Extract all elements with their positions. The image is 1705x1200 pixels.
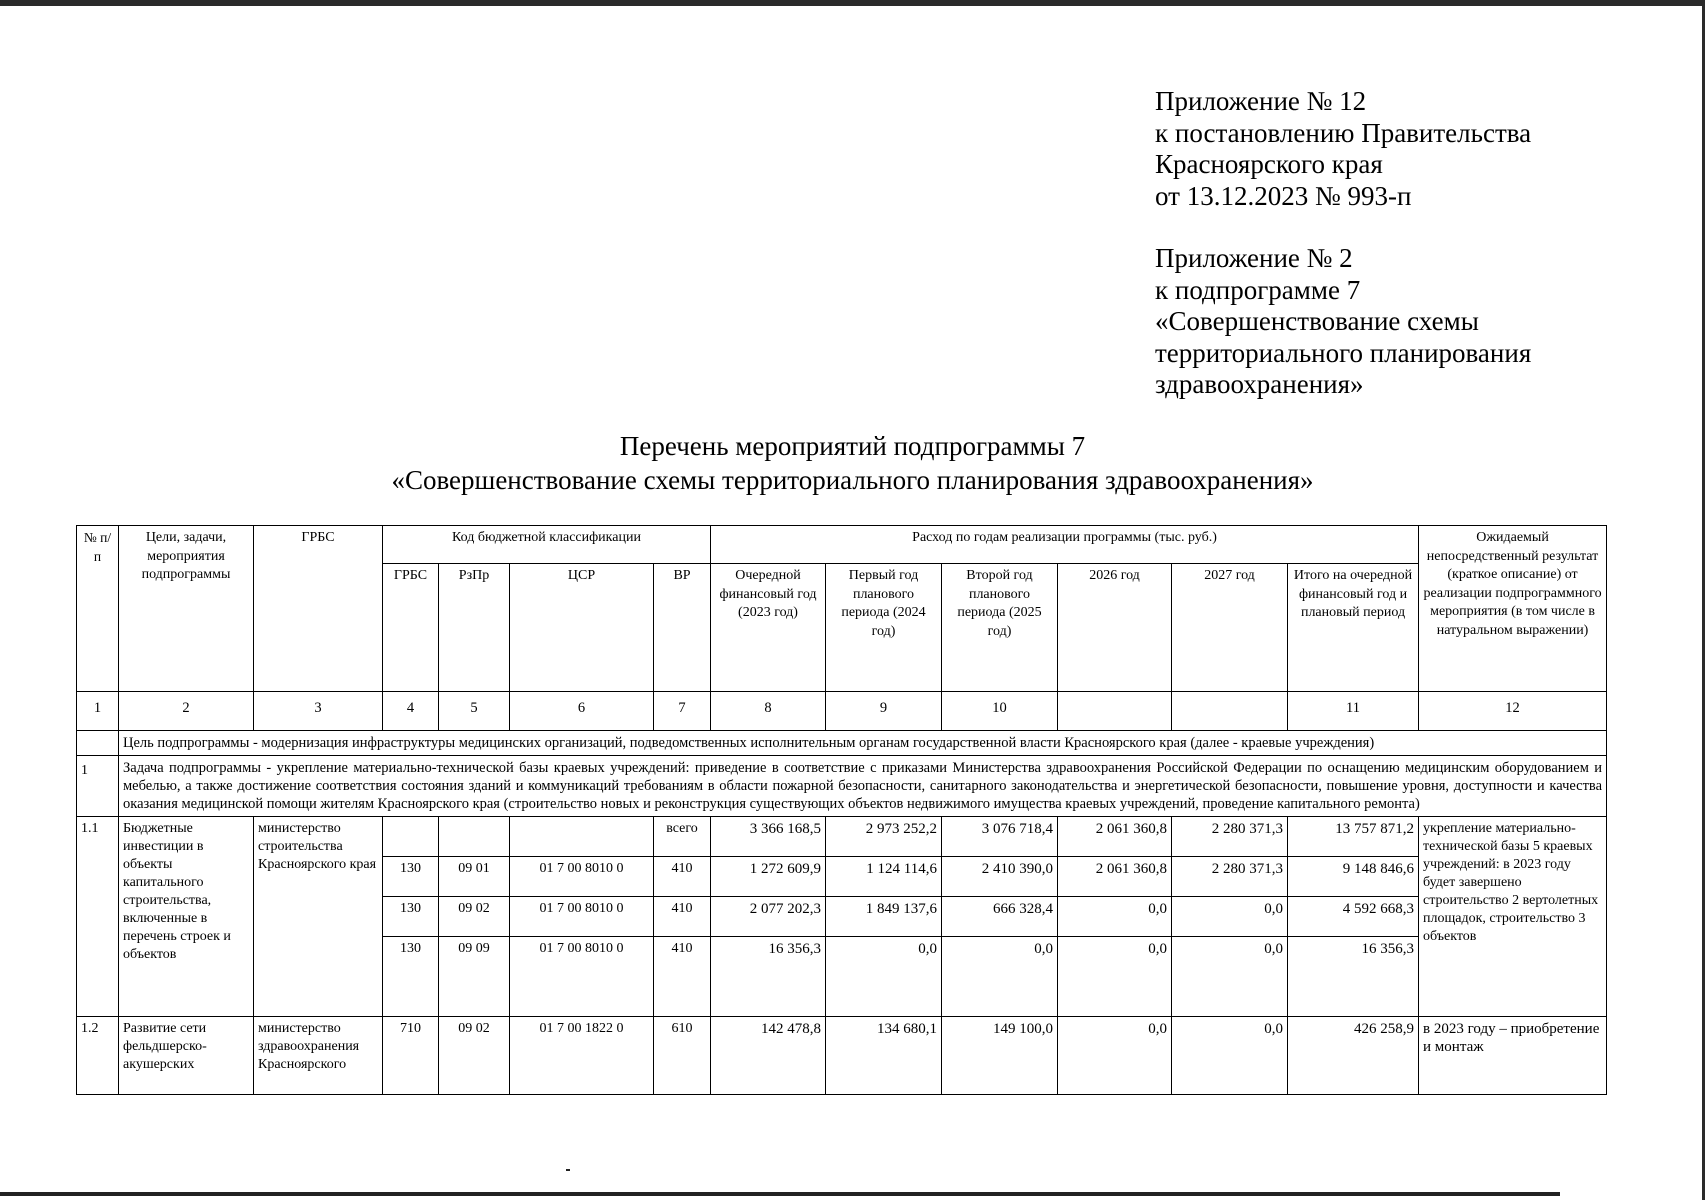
header-no: № п/п [77,526,119,692]
value-2024: 1 124 114,6 [826,857,942,897]
value-2027: 0,0 [1172,937,1288,1017]
title-line: Перечень мероприятий подпрограммы 7 [619,431,1086,461]
column-number [1058,692,1172,731]
header-total: Итого на очередной финансовый год и плановый период [1288,564,1419,692]
column-number: 5 [439,692,510,731]
value-2026: 2 061 360,8 [1058,817,1172,857]
value-2026: 0,0 [1058,1017,1172,1095]
header-code-grbs: ГРБС [383,564,439,692]
column-number: 7 [654,692,711,731]
header-grbs: ГРБС [254,526,383,692]
header-budget-code: Код бюджетной классификации [383,526,711,564]
item-1-2-row [77,1017,1607,1095]
goal-row [77,731,1607,756]
title-line: «Совершенствование схемы территориального планирования здравоохранения» [391,465,1314,495]
activities-table [76,525,1607,1095]
code-grbs: 130 [383,937,439,1017]
header-year-2026: 2026 год [1058,564,1172,692]
scan-mark [566,1169,570,1171]
header-code-vr: ВР [654,564,711,692]
code-csr: 01 7 00 8010 0 [510,897,654,937]
header-year-2025: Второй год планового периода (2025 год) [942,564,1058,692]
code-grbs: 130 [383,857,439,897]
code-rzpr [439,817,510,857]
header-code-rzpr: РзПр [439,564,510,692]
document-title [0,429,1705,497]
code-grbs: 130 [383,897,439,937]
header-result: Ожидаемый непосредственный результат (краткое описание) от реализации подпрограммного мероприятия (в том числе в натуральном выражении) [1419,526,1607,692]
item-1-2-no: 1.2 [77,1017,119,1095]
value-2023: 3 366 168,5 [711,817,826,857]
task-text: Задача подпрограммы - укрепление материально-технической базы краевых учреждений: приведение в соответствие с приказами Министерства здравоохранения Российской Федерации по оснащению медицинским оборудованием и мебелью, а также достижение соответствия состояния зданий и коммуникаций требованиям в области пожарной безопасности, санитарного законодательства и энергетической безопасности, повышение уровня, доступности и качества оказания медицинской помощи жителям Красноярского края (строительство новых и реконструкция существующих объектов недвижимого имущества краевых учреждений, проведение капитального ремонта) [119,756,1607,817]
column-number: 4 [383,692,439,731]
value-total: 13 757 871,2 [1288,817,1419,857]
value-2025: 2 410 390,0 [942,857,1058,897]
header-year-2027: 2027 год [1172,564,1288,692]
item-1-1-row-total [77,817,1607,857]
appendix-2-line: территориального планирования [1155,337,1532,368]
code-rzpr: 09 02 [439,897,510,937]
task-row [77,756,1607,817]
value-total: 4 592 668,3 [1288,897,1419,937]
appendix-12-line: от 13.12.2023 № 993-п [1155,180,1412,211]
code-rzpr: 09 02 [439,1017,510,1095]
value-2027: 2 280 371,3 [1172,817,1288,857]
value-2023: 16 356,3 [711,937,826,1017]
column-number: 10 [942,692,1058,731]
header-year-2023: Очередной финансовый год (2023 год) [711,564,826,692]
code-grbs: 710 [383,1017,439,1095]
code-csr [510,817,654,857]
value-2024: 134 680,1 [826,1017,942,1095]
column-number: 9 [826,692,942,731]
appendix-2-line: «Совершенствование схемы [1155,306,1479,336]
column-number [1172,692,1288,731]
appendix-2-line: Приложение № 2 [1155,243,1353,273]
item-1-2-name: Развитие сети фельдшерско-акушерских [119,1017,254,1095]
item-1-1-grbs-name: министерство строительства Красноярского края [254,817,383,1017]
value-2027: 0,0 [1172,1017,1288,1095]
item-1-1-no: 1.1 [77,817,119,1017]
value-2024: 2 973 252,2 [826,817,942,857]
appendix-12-line: Красноярского края [1155,149,1383,179]
code-csr: 01 7 00 8010 0 [510,937,654,1017]
code-rzpr: 09 09 [439,937,510,1017]
code-grbs [383,817,439,857]
item-1-2-grbs-name: министерство здравоохранения Красноярского [254,1017,383,1095]
value-2026: 0,0 [1058,937,1172,1017]
code-csr: 01 7 00 8010 0 [510,857,654,897]
code-vr: 410 [654,937,711,1017]
appendix-2-line: здравоохранения» [1155,369,1364,399]
item-1-1-result: укрепление материально-технической базы 5 краевых учреждений: в 2023 году будет завершено строительство 2 вертолетных площадок, строительство 3 объектов [1419,817,1607,1017]
goal-text: Цель подпрограммы - модернизация инфраструктуры медицинских организаций, подведомственных исполнительным органам государственной власти Красноярского края (далее - краевые учреждения) [119,731,1607,756]
value-2027: 2 280 371,3 [1172,857,1288,897]
scan-edge-top [0,0,1705,6]
value-2025: 666 328,4 [942,897,1058,937]
header-code-csr: ЦСР [510,564,654,692]
column-number: 3 [254,692,383,731]
appendix-2-block [1155,243,1531,401]
value-2023: 142 478,8 [711,1017,826,1095]
value-2025: 0,0 [942,937,1058,1017]
value-2025: 149 100,0 [942,1017,1058,1095]
value-2023: 1 272 609,9 [711,857,826,897]
header-row-1 [77,526,1607,564]
value-2025: 3 076 718,4 [942,817,1058,857]
header-goals: Цели, задачи, мероприятия подпрограммы [119,526,254,692]
value-2023: 2 077 202,3 [711,897,826,937]
column-number: 8 [711,692,826,731]
value-2027: 0,0 [1172,897,1288,937]
value-total: 16 356,3 [1288,937,1419,1017]
appendix-12-line: Приложение № 12 [1155,86,1367,116]
value-total: 426 258,9 [1288,1017,1419,1095]
value-total: 9 148 846,6 [1288,857,1419,897]
item-1-1-name: Бюджетные инвестиции в объекты капитального строительства, включенные в перечень строек и объектов [119,817,254,1017]
value-2024: 0,0 [826,937,942,1017]
column-number: 11 [1288,692,1419,731]
scan-edge-bottom [0,1192,1560,1196]
value-2026: 0,0 [1058,897,1172,937]
code-vr: 410 [654,857,711,897]
code-vr: 610 [654,1017,711,1095]
item-1-2-result: в 2023 году – приобретение и монтаж [1419,1017,1607,1095]
appendix-12-line: к постановлению Правительства [1155,117,1532,148]
goal-no-cell [77,731,119,756]
column-number: 1 [77,692,119,731]
appendix-12-block [1155,86,1531,212]
column-number-row [77,692,1607,731]
column-number: 2 [119,692,254,731]
code-vr: 410 [654,897,711,937]
value-2024: 1 849 137,6 [826,897,942,937]
code-vr: всего [654,817,711,857]
column-number: 6 [510,692,654,731]
column-number: 12 [1419,692,1607,731]
value-2026: 2 061 360,8 [1058,857,1172,897]
appendix-2-line: к подпрограмме 7 [1155,274,1361,305]
code-rzpr: 09 01 [439,857,510,897]
header-year-2024: Первый год планового периода (2024 год) [826,564,942,692]
code-csr: 01 7 00 1822 0 [510,1017,654,1095]
task-no: 1 [77,756,119,817]
header-expenses: Расход по годам реализации программы (тыс. руб.) [711,526,1419,564]
